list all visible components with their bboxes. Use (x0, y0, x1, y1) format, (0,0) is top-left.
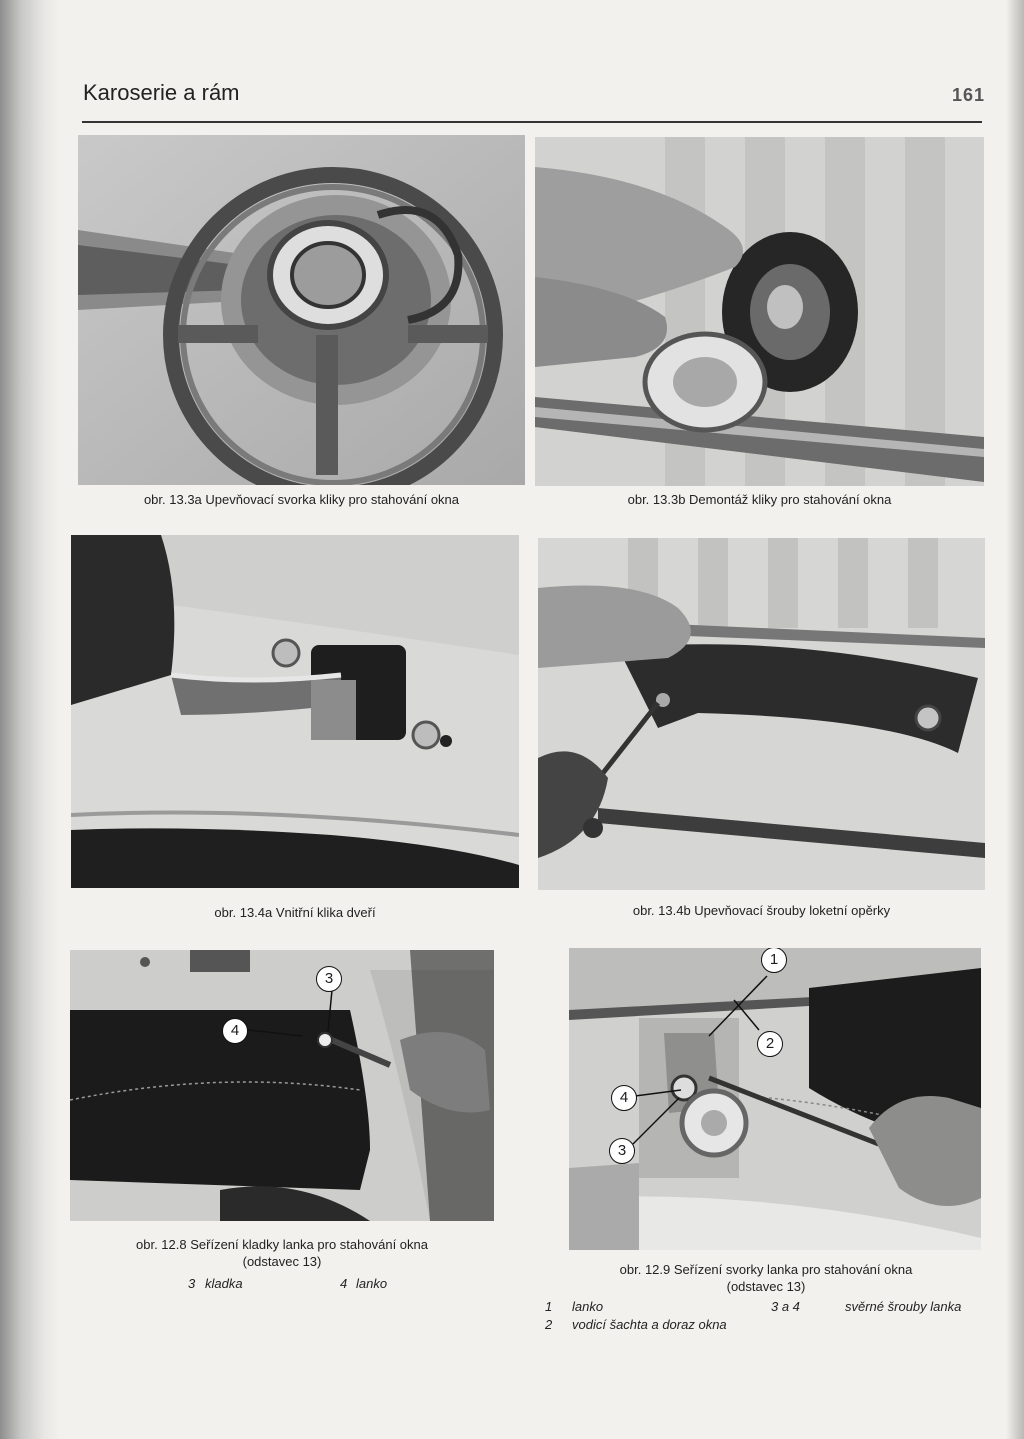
caption-13-3a: obr. 13.3a Upevňovací svorka kliky pro stahování okna (143, 492, 460, 507)
legend-12-9-text-1: lanko (572, 1299, 604, 1314)
caption-12-9-line2: (odstavec 13) (726, 1279, 806, 1294)
page-number: 161 (952, 85, 986, 105)
chapter-title: Karoserie a rám (83, 80, 240, 105)
legend-12-8-num-3: 3 (188, 1276, 196, 1291)
legend-12-9-num-1: 1 (545, 1299, 553, 1314)
legend-12-8-text-4: lanko (356, 1276, 388, 1291)
callout-1: 1 (761, 948, 787, 973)
callout-4: 4 (611, 1085, 637, 1111)
callout-3: 3 (316, 966, 342, 992)
callout-3: 3 (609, 1138, 635, 1164)
photo-inner-door-handle (71, 535, 519, 888)
legend-12-8-num-4: 4 (340, 1276, 348, 1291)
binding-shadow (0, 0, 60, 1439)
caption-13-4a: obr. 13.4a Vnitřní klika dveří (214, 905, 376, 920)
caption-13-4b: obr. 13.4b Upevňovací šrouby loketní opěrky (632, 903, 891, 918)
photo-window-crank-clip (78, 135, 525, 485)
caption-13-3b: obr. 13.3b Demontáž kliky pro stahování okna (627, 492, 892, 507)
callout-4: 4 (222, 1018, 248, 1044)
caption-12-9-line1: obr. 12.9 Seřízení svorky lanka pro stahování okna (619, 1262, 913, 1277)
photo-cable-clamp-adjust (569, 948, 981, 1250)
callout-2: 2 (757, 1031, 783, 1057)
legend-12-8-text-3: kladka (205, 1276, 243, 1291)
legend-12-9-text-2: vodicí šachta a doraz okna (572, 1317, 727, 1332)
photo-armrest-screws (538, 538, 985, 890)
legend-12-9-num-3a4: 3 a 4 (771, 1299, 800, 1314)
photo-cable-pulley-adjust (70, 950, 494, 1221)
legend-12-9-num-2: 2 (545, 1317, 553, 1332)
header-rule (82, 121, 982, 123)
page-edge-shadow (1006, 0, 1024, 1439)
photo-crank-removal (535, 137, 984, 486)
caption-12-8-line1: obr. 12.8 Seřízení kladky lanka pro stahování okna (136, 1237, 428, 1252)
legend-12-9-text-3a4: svěrné šrouby lanka (845, 1299, 962, 1314)
caption-12-8-line2: (odstavec 13) (242, 1254, 322, 1269)
